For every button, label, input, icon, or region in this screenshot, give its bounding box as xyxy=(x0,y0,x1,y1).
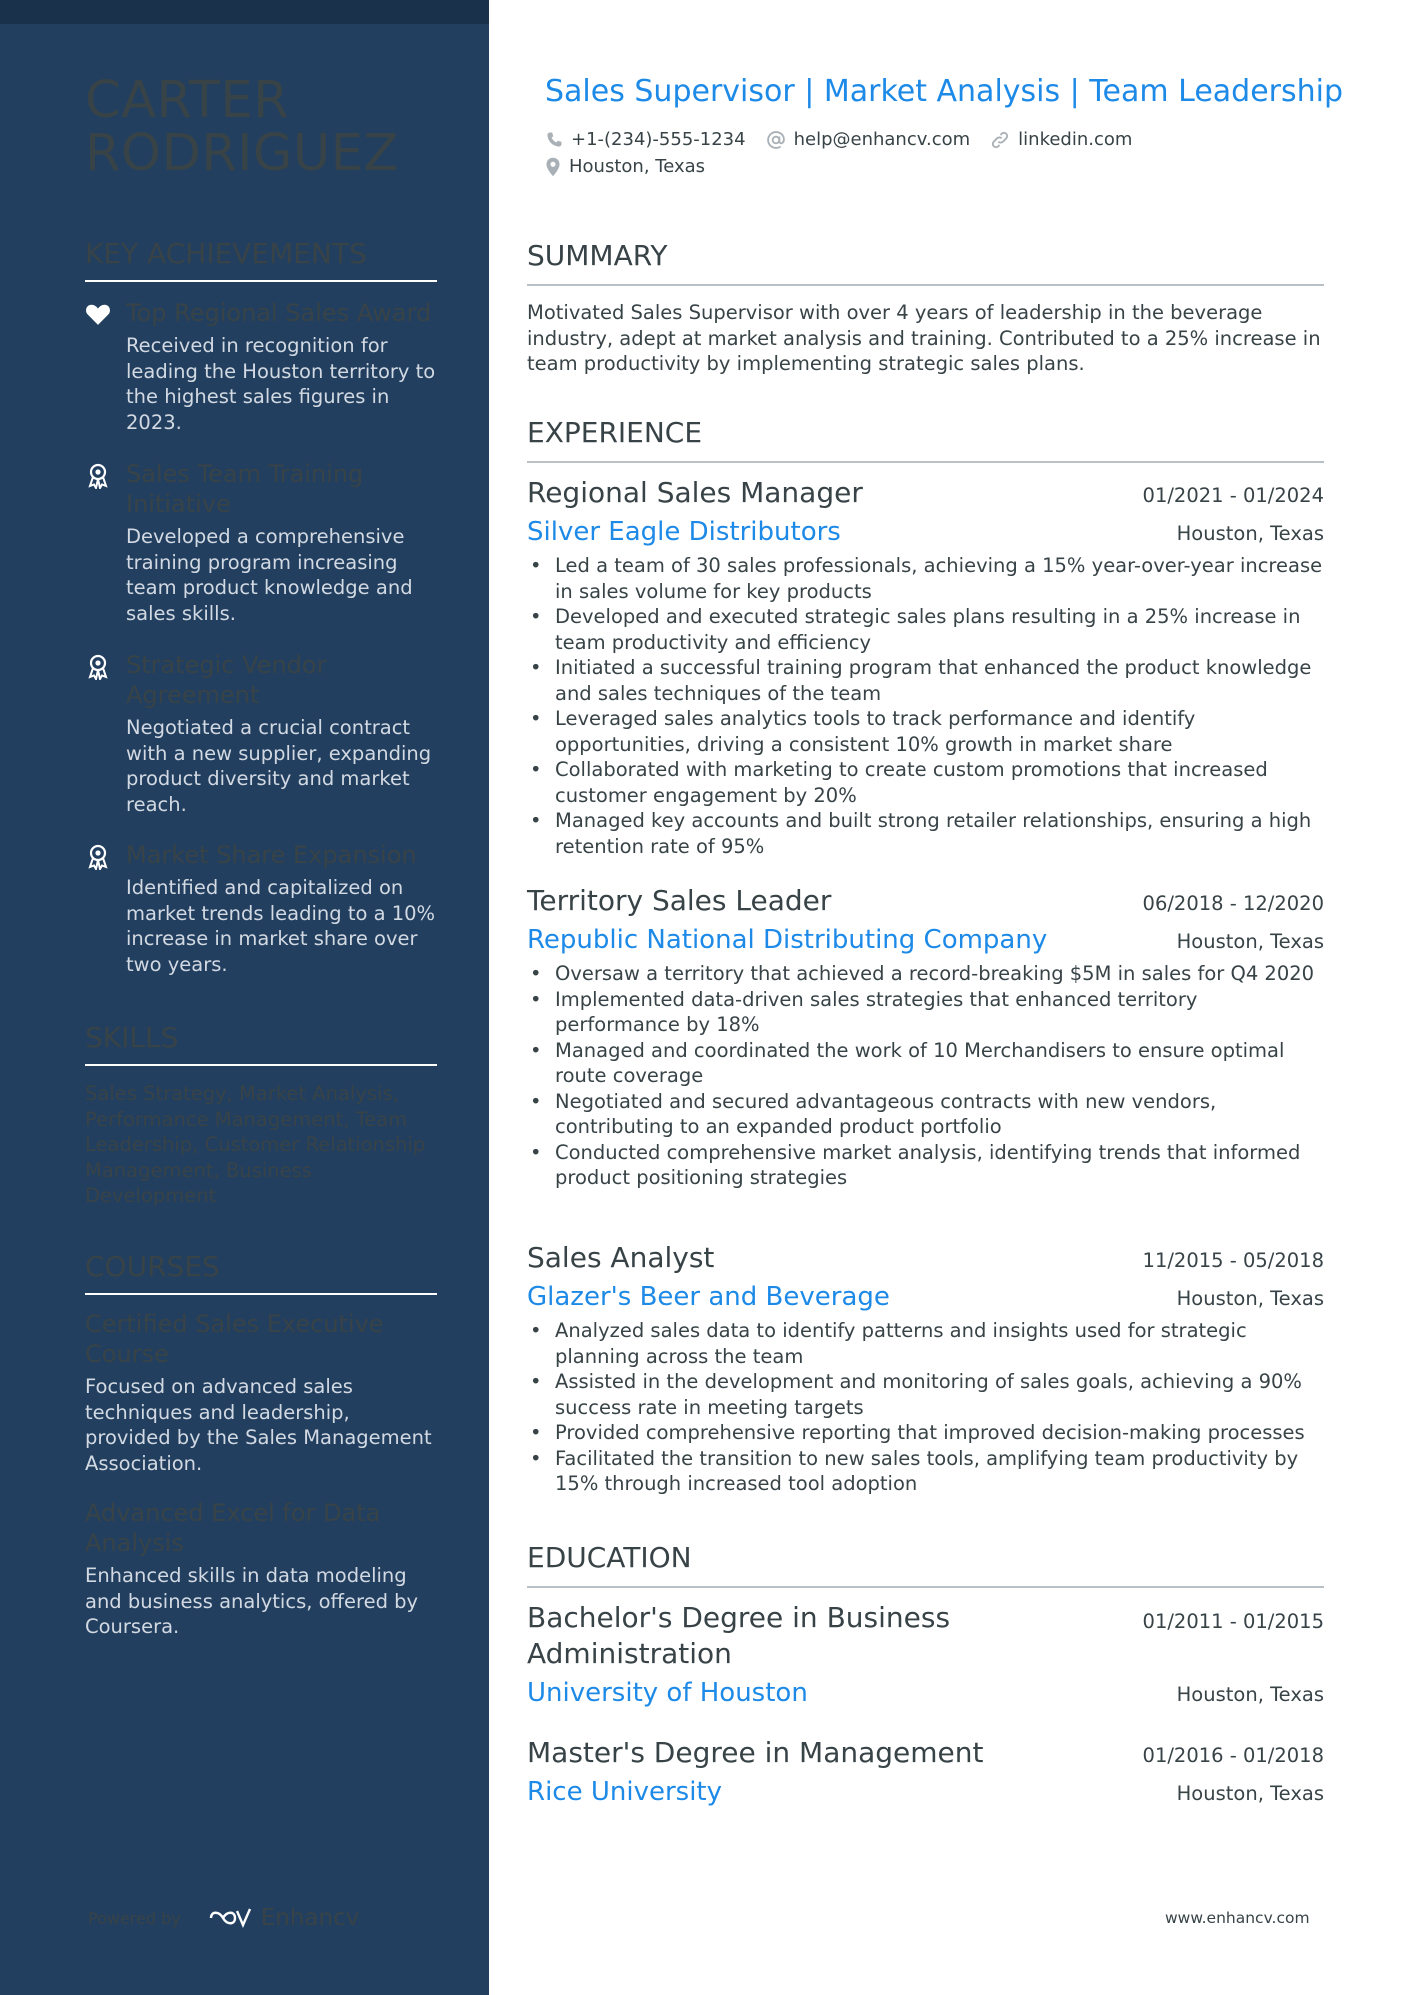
job-company[interactable]: Glazer's Beer and Beverage xyxy=(527,1282,890,1312)
achievement-desc: Identified and capitalized on market trends leading to a 10% increase in market share over two years. xyxy=(126,876,436,976)
school-name[interactable]: University of Houston xyxy=(527,1678,808,1708)
experience-item xyxy=(527,1240,1324,1497)
bullet-item: • Facilitated the transition to new sales tools, amplifying team productivity by 15% through increased tool adoption xyxy=(527,1446,1324,1497)
achievement-title: Market Share Expansion xyxy=(126,841,417,869)
degree-title: Master's Degree in Management xyxy=(527,1736,984,1769)
school-name[interactable]: Rice University xyxy=(527,1777,722,1807)
achievement-title: Top Regional Sales Award xyxy=(126,299,432,327)
contact-link[interactable] xyxy=(990,128,1132,152)
achievement-item xyxy=(85,298,437,435)
email-text: help@enhancv.com xyxy=(793,129,971,150)
job-dates: 06/2018 - 12/2020 xyxy=(1142,892,1324,915)
summary-title: SUMMARY xyxy=(527,238,1324,286)
contact-location xyxy=(545,155,705,179)
powered-by xyxy=(88,1905,359,1931)
course-title: Certified Sales Executive Course xyxy=(85,1310,384,1368)
location-pin-icon xyxy=(545,157,561,177)
award-icon xyxy=(85,844,111,870)
summary-text: Motivated Sales Supervisor with over 4 years of leadership in the beverage industry, adept at market analysis and training. Contributed to a 25% increase in team productivity by implementing strategic sales plans. xyxy=(527,301,1321,375)
bullet-item: • Initiated a successful training program that enhanced the product knowledge and sales techniques of the team xyxy=(527,655,1324,706)
school-location: Houston, Texas xyxy=(1176,1683,1324,1706)
job-company[interactable]: Silver Eagle Distributors xyxy=(527,517,841,547)
job-role: Regional Sales Manager xyxy=(527,476,863,509)
experience-item xyxy=(527,883,1324,1191)
bullet-item: • Assisted in the development and monitoring of sales goals, achieving a 90% success rate in meeting targets xyxy=(527,1369,1324,1420)
experience-title: EXPERIENCE xyxy=(527,415,1324,463)
course-desc: Enhanced skills in data modeling and business analytics, offered by Coursera. xyxy=(85,1564,419,1638)
experience-item xyxy=(527,475,1324,859)
bullet-item: • Conducted comprehensive market analysis, identifying trends that informed product positioning strategies xyxy=(527,1140,1324,1191)
contact-phone[interactable] xyxy=(545,128,746,152)
education-title: EDUCATION xyxy=(527,1540,1324,1588)
education-item xyxy=(527,1735,1324,1809)
sidebar-top-band xyxy=(0,0,489,24)
achievement-desc: Developed a comprehensive training program increasing team product knowledge and sales skills. xyxy=(126,525,413,625)
courses-title: COURSES xyxy=(85,1249,437,1295)
education-item xyxy=(527,1600,1324,1710)
job-location: Houston, Texas xyxy=(1176,522,1324,545)
location-text: Houston, Texas xyxy=(569,156,706,177)
at-icon xyxy=(766,130,786,150)
achievement-desc: Received in recognition for leading the Houston territory to the highest sales figures in 2023. xyxy=(126,334,436,434)
achievement-title: Strategic Vendor Agreement xyxy=(126,651,327,709)
job-dates: 01/2021 - 01/2024 xyxy=(1142,484,1324,507)
job-bullets xyxy=(527,961,1324,1191)
achievement-title: Sales Team Training Initiative xyxy=(126,460,364,518)
degree-title: Bachelor's Degree in Business Administration xyxy=(527,1601,951,1670)
bullet-item: • Implemented data-driven sales strategies that enhanced territory performance by 18% xyxy=(527,987,1324,1038)
contact-row xyxy=(545,128,1152,152)
enhancv-logo-icon xyxy=(207,1905,253,1931)
link-text: linkedin.com xyxy=(1018,129,1133,150)
heart-icon xyxy=(85,302,111,328)
contact-row xyxy=(545,155,725,179)
job-bullets xyxy=(527,553,1324,859)
bullet-item: • Collaborated with marketing to create custom promotions that increased customer engagement by 20% xyxy=(527,757,1324,808)
skills-title: SKILLS xyxy=(85,1020,437,1066)
skills-list: Sales Strategy, Market Analysis, Performance Management, Team Leadership, Customer Relationship Management, Business Development xyxy=(85,1082,426,1207)
award-icon xyxy=(85,463,111,489)
bullet-item: • Analyzed sales data to identify patterns and insights used for strategic planning across the team xyxy=(527,1318,1324,1369)
course-item xyxy=(85,1309,437,1476)
achievement-desc: Negotiated a crucial contract with a new supplier, expanding product diversity and market reach. xyxy=(126,716,432,816)
link-icon xyxy=(990,130,1010,150)
phone-text: +1-(234)-555-1234 xyxy=(571,129,746,150)
bullet-item: • Provided comprehensive reporting that improved decision-making processes xyxy=(527,1420,1324,1446)
bullet-item: • Developed and executed strategic sales plans resulting in a 25% increase in team productivity and efficiency xyxy=(527,604,1324,655)
bullet-item: • Managed and coordinated the work of 10 Merchandisers to ensure optimal route coverage xyxy=(527,1038,1324,1089)
powered-by-label: Powered by xyxy=(88,1908,181,1928)
phone-icon xyxy=(545,131,563,149)
achievement-item xyxy=(85,650,437,817)
course-desc: Focused on advanced sales techniques and leadership, provided by the Sales Management Association. xyxy=(85,1375,432,1475)
course-title: Advanced Excel for Data Analysis xyxy=(85,1499,381,1557)
job-location: Houston, Texas xyxy=(1176,930,1324,953)
achievement-item xyxy=(85,840,437,977)
achievements-title: KEY ACHIEVEMENTS xyxy=(85,236,437,282)
bullet-item: • Managed key accounts and built strong retailer relationships, ensuring a high retention rate of 95% xyxy=(527,808,1324,859)
bullet-item: • Leveraged sales analytics tools to track performance and identify opportunities, driving a consistent 10% growth in market share xyxy=(527,706,1324,757)
footer-url[interactable]: www.enhancv.com xyxy=(1165,1909,1310,1927)
job-role: Territory Sales Leader xyxy=(527,884,832,917)
education-dates: 01/2011 - 01/2015 xyxy=(1142,1610,1324,1633)
job-role: Sales Analyst xyxy=(527,1241,715,1274)
bullet-item: • Oversaw a territory that achieved a record-breaking $5M in sales for Q4 2020 xyxy=(527,961,1324,987)
bullet-item: • Led a team of 30 sales professionals, achieving a 15% year-over-year increase in sales volume for key products xyxy=(527,553,1324,604)
award-icon xyxy=(85,654,111,680)
bullet-item: • Negotiated and secured advantageous contracts with new vendors, contributing to an expanded product portfolio xyxy=(527,1089,1324,1140)
school-location: Houston, Texas xyxy=(1176,1782,1324,1805)
candidate-name: CARTER RODRIGUEZ xyxy=(85,71,399,183)
brand-name: Enhancv xyxy=(260,1905,360,1931)
headline: Sales Supervisor | Market Analysis | Team Leadership xyxy=(545,74,1344,109)
job-bullets xyxy=(527,1318,1324,1497)
achievement-item xyxy=(85,459,437,626)
course-item xyxy=(85,1498,437,1640)
education-dates: 01/2016 - 01/2018 xyxy=(1142,1744,1324,1767)
brand-logo[interactable] xyxy=(207,1905,360,1931)
job-dates: 11/2015 - 05/2018 xyxy=(1142,1249,1324,1272)
job-location: Houston, Texas xyxy=(1176,1287,1324,1310)
job-company[interactable]: Republic National Distributing Company xyxy=(527,925,1048,955)
contact-email[interactable] xyxy=(766,128,971,152)
